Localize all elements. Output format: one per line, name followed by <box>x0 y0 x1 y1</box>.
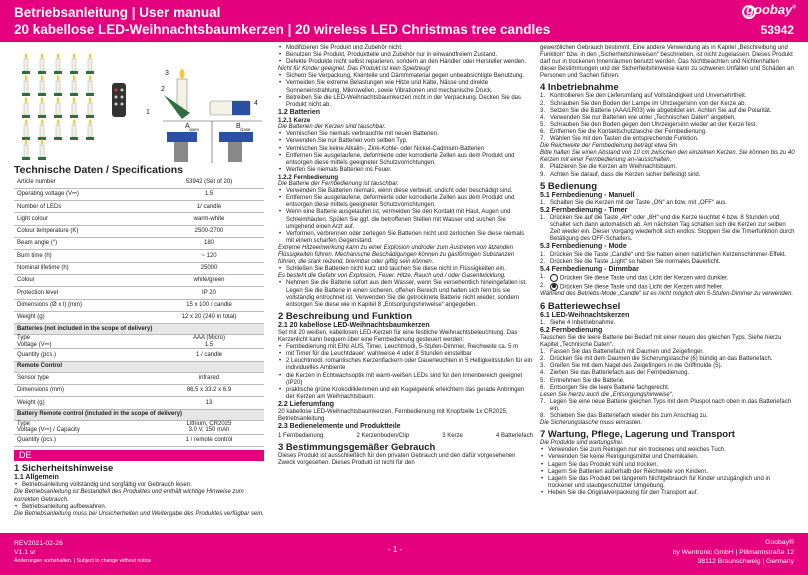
label-3: 3 <box>165 70 169 77</box>
section-3-heading: 3 Bestimmungsgemäßer Gebrauch <box>278 441 436 453</box>
step: 5. Entnehmen Sie die Batterie. <box>540 377 625 384</box>
candle-2 <box>56 59 60 71</box>
spec-label: Colour temperature (K) <box>14 225 154 237</box>
section-5-2-heading: 5.2 Fernbedienung - Timer <box>540 206 628 214</box>
table-section-row <box>14 324 264 335</box>
step: 2. Drücken Sie diese Taste und das Licht der Kerzen wird heller. <box>540 282 724 291</box>
candle-flame <box>57 53 60 58</box>
note: Während des Betriebs-Mode „Candle“ ist es nicht möglich den 5-Stufen-Dimmer zu verwenden. <box>540 291 794 298</box>
candle-3 <box>72 59 76 71</box>
table-row <box>14 397 264 409</box>
candle-flame <box>73 119 76 124</box>
candle-clip <box>86 115 94 118</box>
step: 2. Schrauben Sie den Boden der Lampe im Uhrzeigersinn von der Kerze ab. <box>540 100 747 107</box>
table-row <box>14 420 264 434</box>
tech-title: Technische Daten / Specifications <box>14 164 184 176</box>
spec-value: white/green <box>154 274 264 286</box>
step: 1. Drücken Sie diese Taste und das Licht der Kerzen wird dunkler. <box>540 274 729 282</box>
section-6-heading: 6 Batteriewechsel <box>540 300 621 312</box>
label-b: B <box>236 123 241 130</box>
list-item: • Verwenden Sie keine Reinigungsmittel und Chemikalien. <box>540 454 796 461</box>
part-2: 2 Kerzenboden/Clip <box>356 432 410 439</box>
step: 7. Wählen Sie mit den Tasten die entsprechende Funktion. <box>540 136 699 143</box>
section-1-1-heading: 1.1 Allgemein <box>14 474 59 482</box>
candle-flame <box>41 75 44 80</box>
spec-label: Weight (g) <box>14 397 154 409</box>
candle-5 <box>24 81 28 93</box>
candle-clip <box>86 137 94 140</box>
list-item: • Modifizieren Sie Produkt und Zubehör nicht. <box>278 45 533 52</box>
note: Es besteht die Gefahr von Explosion, Feuer, Hitze, Rauch und / oder Gasentwicklung. <box>278 273 506 280</box>
spec-value: Lithium, CR2025 3.0 V, 150 mAh <box>154 420 264 434</box>
candle-clip <box>38 71 46 74</box>
candle-clip <box>22 115 30 118</box>
list-item: • Werfen Sie niemals Batterien ins Feuer. <box>278 167 533 174</box>
footer-left <box>14 540 151 566</box>
list-item: • Benutzen Sie Produkt, Produktteile und Zubehör nur in einwandfreiem Zustand. <box>278 52 533 59</box>
candle-0 <box>24 59 28 71</box>
candle-11 <box>40 103 44 115</box>
step: 3. Greifen Sie mit dem Nagel des Zeigefingers in die Griffmulde (5). <box>540 363 723 370</box>
header-bar <box>0 0 808 42</box>
list-item: • Lagern Sie das Produkt kühl und trocken. <box>540 462 796 469</box>
spec-label: Nominal lifetime (h) <box>14 262 154 274</box>
footer-bar <box>0 533 808 575</box>
language-badge: DE <box>14 450 264 461</box>
candle-16 <box>40 125 44 137</box>
list-item: • Betriebsanleitung aufbewahren. <box>14 504 264 511</box>
section-header: Battery Remote control (included in the scope of delivery) <box>14 409 264 420</box>
list-item: • Lagern Sie das Produkt bei längerem Nichtgebrauch für Kinder unzugänglich und in trockener und staubgeschützter Umgebung. <box>540 476 796 490</box>
list-item: • Entfernen Sie ausgelaufene, deformierte oder korrodierte Zellen aus dem Produkt und entsorgen diese mittels geeigneter Schutzvorrichtungen. <box>278 153 533 167</box>
spec-label: Dimensions (Ø x l) (mm) <box>14 299 154 311</box>
label-4: 4 <box>254 100 258 107</box>
section-4-heading: 4 Inbetriebnahme <box>540 82 619 94</box>
step: 4. Ziehen Sie das Batteriefach aus der Fernbedienung. <box>540 370 690 377</box>
list-item: • Vermeiden Sie extreme Belastungen wie Hitze und Kälte, Nässe und direkte Sonneneinstrahlung, Mikrowellen, sowie Vibrationen und mechanische Druck. <box>278 80 533 94</box>
candle-clip <box>54 93 62 96</box>
table-row <box>14 287 264 299</box>
table-row <box>14 201 264 213</box>
spec-label: Operating voltage (V⎓) <box>14 188 154 200</box>
table-row <box>14 311 264 323</box>
note: Die Reichweite der Fernbedienung beträgt etwa 5m <box>540 143 678 150</box>
spec-label: Quantity (pcs.) <box>14 349 154 361</box>
candle-clip <box>54 71 62 74</box>
company: by Wentronic GmbH | Pillmannstraße 12 <box>672 548 794 556</box>
steps-list-6-2 <box>540 349 796 392</box>
list-7 <box>540 447 796 497</box>
table-row <box>14 225 264 237</box>
spec-value: 12 x 20 (240 in total) <box>154 311 264 323</box>
candle-flame <box>25 53 28 58</box>
candle-flame <box>41 53 44 58</box>
note: Die Betriebsanleitung muss bei Unsicherheiten und Weitergabe des Produktes verfügbar sein. <box>14 510 264 517</box>
candle-clip <box>54 137 62 140</box>
version: V1.1 sr <box>14 549 36 556</box>
candle-flame <box>73 75 76 80</box>
candle-13 <box>72 103 76 115</box>
candle-flame <box>89 97 92 102</box>
product-title: 20 kabellose LED-Weihnachtsbaumkerzen | 20 wireless LED Christmas tree candles <box>14 22 551 37</box>
candle-1 <box>40 59 44 71</box>
list-item: • Verformen, verbrennen oder zerlegen Sie Batterien nicht und zerlochen Sie diese niemals mit einem scharfen Gegenstand. <box>278 231 533 245</box>
spec-value: 180 <box>154 238 264 250</box>
step: 1. Schalten Sie die Kerzen mit der Taste „ON“ an bzw. mit „OFF“ aus. <box>540 199 727 206</box>
candle-clip <box>22 71 30 74</box>
spec-label: Type Voltage (V⎓) <box>14 335 154 349</box>
candle-8 <box>72 81 76 93</box>
candle-set-image <box>22 53 94 160</box>
spec-value: 25000 <box>154 262 264 274</box>
list-item: • mit Timer für die Leuchtdauer: wahlweise 4 oder 8 Stunden einstellbar <box>278 351 533 358</box>
section-1-2-1-heading: 1.2.1 Kerze <box>278 117 311 125</box>
step: 6. Entfernen Sie die Kontaktschutzlasche der Fernbedienung. <box>540 128 707 135</box>
candle-clip <box>38 157 46 160</box>
part-3: 3 Kerze <box>442 432 463 439</box>
candle-flame <box>73 53 76 58</box>
table-row <box>14 262 264 274</box>
change-note: Änderungen vorbehalten. | Subject to change without notice <box>14 558 152 564</box>
table-row <box>14 250 264 262</box>
list-item: • Wenn eine Batterie ausgelaufen ist, vermeiden Sie den Kontakt mit Haut, Augen und Schleimhäuten. Spülen Sie ggf. die betroffenen Stellen mit Wasser und suchen Sie umgehend einen Arzt auf. <box>278 209 533 230</box>
section-1-heading: 1 Sicherheitshinweise <box>14 463 114 475</box>
candle-flame <box>57 97 60 102</box>
list-item: • Lagern Sie Batterien außerhalb der Reichweite von Kindern. <box>540 469 796 476</box>
candle-12 <box>56 103 60 115</box>
revision: REV2021-02-26 <box>14 540 63 547</box>
parts-list <box>278 433 533 440</box>
label-2: 2 <box>161 86 165 93</box>
manual-title: Betriebsanleitung | User manual <box>14 5 221 20</box>
article-number: 53942 <box>760 23 794 37</box>
step: 8. Platzieren Sie die Kerzen am Weihnachtsbaum. <box>540 164 677 171</box>
section-5-3-heading: 5.3 Fernbedienung - Mode <box>540 243 627 251</box>
candle-flame <box>89 75 92 80</box>
brand-name: goobay <box>746 2 793 17</box>
table-row <box>14 274 264 286</box>
page-number: - 1 - <box>388 545 403 554</box>
list-item: • Nehmen Sie die Batterie sofort aus dem Wasser, wenn Sie versehentlich hineingefallen ist. Legen Sie die Batterie in einen sicheren, offenen Bereich und halten sich fern bis sie vollständig entrochnet ist. Verwenden Sie die getrocknete Batterie nicht wieder, sondern entsorgen Sie diese wie in Kapitel 8 „Entsorgungshinweise“ angegeben. <box>278 280 533 308</box>
footer-right <box>673 538 794 567</box>
table-row <box>14 176 264 188</box>
table-section-row <box>14 361 264 372</box>
candle-flame <box>89 119 92 124</box>
candle-flame <box>57 119 60 124</box>
step: 3. Setzen Sie die Batterie (AAA/LR03) wie abgebildet ein. Achten Sie auf die Polarität. <box>540 107 772 114</box>
spec-table <box>14 176 264 447</box>
section-5-1-heading: 5.1 Fernbedienung - Manuell <box>540 191 635 199</box>
candle-9 <box>88 81 92 93</box>
list-item: • Fernbedienung mit EIN/ AUS, Timer, Leuchtmodi, 5-Stufen-Dimmer, Reichweite ca. 5 m <box>278 344 533 351</box>
candle-flame <box>25 139 28 144</box>
list-item: • Betriebsanleitung vollständig und sorgfältig vor Gebrauch lesen. <box>14 482 264 489</box>
candle-19 <box>88 125 92 137</box>
candle-20 <box>24 145 28 157</box>
section-6-2-heading: 6.2 Fernbedienung <box>540 326 603 334</box>
note: Die Produkte sind wartungsfrei. <box>540 440 624 447</box>
list-item: • Sichern Sie Verpackung, Kleinteile und Dämmmaterial gegen unbeabsichtigte Benutzung. <box>278 73 533 80</box>
table-section-row <box>14 409 264 420</box>
part-1: 1 Fernbedienung <box>278 432 324 439</box>
spec-value: 2500-2700 <box>154 225 264 237</box>
column-2 <box>278 45 533 467</box>
candle-flame <box>41 139 44 144</box>
spec-label: Weight (g) <box>14 311 154 323</box>
list-item: • die Kerzen in Echtwachsoptik mit warm-weißen LEDs sind für den Innenbereich geeignet (IP20) <box>278 373 533 387</box>
section-5-heading: 5 Bedienung <box>540 180 598 192</box>
candle-clip <box>70 137 78 140</box>
note: Bitte halten Sie einen Abstand von 10 cm zwischen den einzelnen Kerzen. Sie können bis zu 40 Kerzen mit einer Fernbedienung an-/ausschalten. <box>540 150 795 164</box>
note: Lesen Sie hierzu auch die „Entsorgungshinweise“. <box>540 391 674 398</box>
list-item: • Heben Sie die Originalverpackung für den Transport auf. <box>540 490 796 497</box>
list-item: • praktische grüne Krokodilklemmen und ein Kugelgelenk erleichtern das gerade Anbringen der Kerzen am Weihnachtsbaum. <box>278 387 533 401</box>
spec-value: 1/ candle <box>154 201 264 213</box>
section-7-heading: 7 Wartung, Pflege, Lagerung und Transport <box>540 429 735 441</box>
candle-21 <box>40 145 44 157</box>
paragraph: Dieses Produkt ist ausschließlich für den privaten Gebrauch und den dafür vorgesehenen Zweck vorgesehen. Dieses Produkt ist nicht für den <box>278 452 516 466</box>
list-item: • Betreiben Sie die LED-Weihnachtsbaumkerzen nicht in der Verpackung. Decken Sie das Produkt nicht ab. <box>278 95 533 109</box>
spec-label: Burn time (h) <box>14 250 154 262</box>
spec-value: 86.5 x 33.2 x 6.9 <box>154 384 264 396</box>
steps-list-4 <box>540 93 796 143</box>
spec-label: Protection level <box>14 287 154 299</box>
list-item: • 2 Leuchtmodi: romantisches Kerzenflackern oder Dauerleuchten in 5 Helligkeitsstufen für ein individuelles Ambiente <box>278 358 533 372</box>
table-row <box>14 299 264 311</box>
spec-value: IP 20 <box>154 287 264 299</box>
table-row <box>14 213 264 225</box>
list-item: • Verwenden Sie zum Reinigen nur ein trockenes und weiches Tuch. <box>540 447 796 454</box>
spec-value: 1 / remote control <box>154 434 264 446</box>
close-label: close <box>240 127 251 132</box>
step: 1. Fassen Sie das Batteriefach mit Daumen und Zeigefinger. <box>540 349 704 356</box>
column-3 <box>540 45 796 497</box>
candle-clip <box>70 93 78 96</box>
table-row <box>14 349 264 361</box>
open-label: open <box>189 127 200 132</box>
candle-clip <box>38 93 46 96</box>
city: 38112 Braunschweig | Germany <box>697 558 794 565</box>
spec-label: Number of LEDs <box>14 201 154 213</box>
spec-value: 15 x 100 / candle <box>154 299 264 311</box>
table-row <box>14 335 264 349</box>
product-illustration <box>14 45 264 165</box>
spec-label: Quantity (pcs.) <box>14 434 154 446</box>
note: Die Betriebsanleitung ist Bestandteil des Produktes und enthält wichtige Hinweise zum korrekten Gebrauch. <box>14 489 244 503</box>
logo-circle-icon <box>742 5 756 19</box>
spec-label: Dimensions (mm) <box>14 384 154 396</box>
spec-label: Type Voltage (V⎓) / Capacity <box>14 420 154 434</box>
table-row <box>14 384 264 396</box>
candle-flame <box>57 75 60 80</box>
section-5-4-heading: 5.4 Fernbedienung - Dimmbar <box>540 265 639 273</box>
candle-4 <box>88 59 92 71</box>
section-1-2-2-heading: 1.2.2 Fernbedienung <box>278 173 339 181</box>
part-4: 4 Batteriefach <box>495 432 533 439</box>
note: Nicht für Kinder geeignet. Das Produkt ist kein Spielzeug! <box>278 66 431 73</box>
step: 6. Entsorgen Sie die leere Batterie fachgerecht. <box>540 384 670 391</box>
column-1 <box>14 45 264 518</box>
candle-clip <box>54 115 62 118</box>
note: Die Batterie der Fernbedienung ist tauschbar. <box>278 181 399 188</box>
step: 2. Drücken Sie die Taste „Light“ so haben Sie normales Dauerlicht. <box>540 258 721 265</box>
paragraph: 20 kabellose LED-Weihnachtsbaumkerzen, Fernbedienung mit Knopfzelle 1x CR2025, Betriebsanleitung <box>278 409 508 423</box>
paragraph: gewerblichen Gebrauch bestimmt. Eine andere Verwendung als in Kapitel „Beschreibung und Funktion“ bzw. in den „Sicherheitshinweisen“ beschrieben, ist nicht zugelassen. Dieses Produkt darf nur in trockenen Innenräumen benutzt werden. Das Nichtbeachten und Nichtenhalten dieser Bestimmungen und der Sicherheitshinweise kann zu schweren Unfällen und Schäden an Personen und Sachen führen. <box>540 45 794 80</box>
spec-label: Sensor type <box>14 372 154 384</box>
candle-clip <box>86 93 94 96</box>
table-row <box>14 238 264 250</box>
candle-10 <box>24 103 28 115</box>
flame-shape <box>180 69 185 79</box>
step: 1. Siehe 4 Inbetriebnahme. <box>540 319 616 326</box>
section-header: Batteries (not included in the scope of delivery) <box>14 324 264 335</box>
spec-label: Beam angle (°) <box>14 238 154 250</box>
candle-flame <box>89 53 92 58</box>
candle-clip <box>70 71 78 74</box>
section-2-3-heading: 2.3 Bedienelemente und Produktteile <box>278 423 401 431</box>
list-item: • Schließen Sie Batterien nicht kurz und tauchen Sie diese nicht in Flüssigkeiten ein. <box>278 266 533 273</box>
step: 8. Schieben Sie das Batteriefach wieder bis zum Anschlag zu. <box>540 413 708 420</box>
spec-value: 53942 (Set of 20) <box>154 176 264 188</box>
spec-value: infrared <box>154 372 264 384</box>
spec-value: 1.5 <box>154 188 264 200</box>
table-row <box>14 188 264 200</box>
section-2-1-heading: 2.1 20 kabellose LED-Weihnachtsbaumkerzen <box>278 321 430 329</box>
remote-control-shape <box>112 83 126 117</box>
step: 1. Drücken Sie die Taste „Candle“ und Sie haben einen natürlichen Kerzenschimmer-Effekt. <box>540 251 787 258</box>
spec-value: ~ 120 <box>154 250 264 262</box>
candle-18 <box>72 125 76 137</box>
table-row <box>14 434 264 446</box>
candle-clip <box>38 115 46 118</box>
table-row <box>14 372 264 384</box>
list-item: • Verwenden Sie Batterien niemals, wenn diese verbeult, undicht oder beschädigt sind. <box>278 188 533 195</box>
note: Die Batterien der Kerzen sind tauschbar. <box>278 124 386 131</box>
note: Extreme Hitzeeinwirkung kann zu einer Explosion und/oder zum Austreten von ätzenden Flüssigkeiten führen. Mechanische Beschädigungen können zu gasförmigen Substanzen führen, die stark reizend, brennbar oder giftig sein können. <box>278 244 515 266</box>
list-item: • Vermischen Sie niemals verbrauchte mit neuen Batterien. <box>278 131 533 138</box>
spec-value: AAA (Micro) 1.5 <box>154 335 264 349</box>
battery-shape <box>232 101 250 115</box>
candle-7 <box>56 81 60 93</box>
label-1: 1 <box>146 109 150 116</box>
candle-14 <box>88 103 92 115</box>
candle-flame <box>25 119 28 124</box>
list-item: • Entfernen Sie ausgelaufene, deformierte oder korrodierte Zellen aus dem Produkt und entsorgen diese mittels geeigneter Schutzvorrichtungen. <box>278 195 533 209</box>
candle-clip <box>70 115 78 118</box>
candle-flame <box>41 119 44 124</box>
spec-label: Light colour <box>14 213 154 225</box>
step: 1. Kontrollieren Sie den Lieferumfang auf Vollständigkeit und Unversehrtheit. <box>540 93 747 100</box>
list-item: • Verwenden Sie nur Batterien vom selben Typ. <box>278 138 533 145</box>
step: 9. Achten Sie darauf, dass die Kerzen sicher befestigt sind. <box>540 171 701 178</box>
steps-list-4b <box>540 164 796 178</box>
spec-label: Colour <box>14 274 154 286</box>
list-item: • Defekte Produkte nicht selbst reparieren, sondern an den Händler oder Hersteller wenden. <box>278 59 533 66</box>
candle-flame <box>73 97 76 102</box>
candle-clip <box>22 157 30 160</box>
spec-value: 1 / candle <box>154 349 264 361</box>
section-6-1-heading: 6.1 LED-Weihnachtskerzen <box>540 311 630 319</box>
step: 4. Verwenden Sie nur Batterien wie unter „Technischen Daten“ angeben. <box>540 114 736 121</box>
step: 7. Legen Sie eine neue Batterie gleichen Typs mit dem Pluspol nach oben in das Batteriefach ein. <box>540 398 792 412</box>
section-2-heading: 2 Beschreibung und Funktion <box>278 310 413 322</box>
paragraph: Tauschen Sie die leere Batterie bei Bedarf mit einer neuen des gleichen Typs. Siehe hierzu Kapitel „Technische Daten“. <box>540 335 782 349</box>
candle-6 <box>40 81 44 93</box>
spec-value: 13 <box>154 397 264 409</box>
candle-flame <box>25 97 28 102</box>
footer-brand: Goobay® <box>765 539 794 546</box>
candle-flame <box>41 97 44 102</box>
list-item: • Vermischen Sie keine Alkalin-, Zink-Kohle- oder Nickel-Cadmium-Batterien <box>278 146 533 153</box>
step: 1. Drücken Sie auf die Taste „4H“ oder „8H“ und die Kerze leuchtet 4 bzw. 8 Stunden und schaltet sich dann automatisch ab. Am nächsten Tag schalten sich die Kerzen zur selben Zeit wieder ein. Dieser Vorgang wiederholt sich endlos. Stoppen Sie die Timerfunktion durch Betätigung des OFF-Schalters. <box>540 215 795 243</box>
spec-label: Article number <box>14 176 154 188</box>
paragraph: Set mit 20 weißen, kabellosen LED-Kerzen für eine festliche Weihnachtsbeleuchtung. Das Kerzenlicht kann bequem über eine Fernbedienung gesteuert werden: <box>278 330 518 344</box>
section-1-2-heading: 1.2 Batterien <box>278 108 321 116</box>
steps-list-6-2b <box>540 399 796 420</box>
candle-15 <box>24 125 28 137</box>
candle-flame <box>25 75 28 80</box>
candle-clip <box>86 71 94 74</box>
spec-value: warm-white <box>154 213 264 225</box>
candle-17 <box>56 125 60 137</box>
dim-down-icon <box>550 274 558 282</box>
label-a: A <box>185 123 190 130</box>
candle-clip <box>22 93 30 96</box>
step: 2. Drücken Sie mit dem Daumen die Sicherungslasche (6) bündig an das Batteriefach. <box>540 356 773 363</box>
note: Die Sicherungslasche muss einrasten. <box>540 420 643 427</box>
section-2-2-heading: 2.2 Lieferumfang <box>278 400 335 408</box>
brand-logo: goobay® <box>718 2 796 22</box>
dim-up-icon <box>550 283 558 291</box>
product-figure <box>14 45 264 165</box>
step: 5. Schrauben Sie den Boden gegen den Uhrzeigersinn wieder an der Kerze fest. <box>540 121 758 128</box>
section-header: Remote Control <box>14 361 264 372</box>
